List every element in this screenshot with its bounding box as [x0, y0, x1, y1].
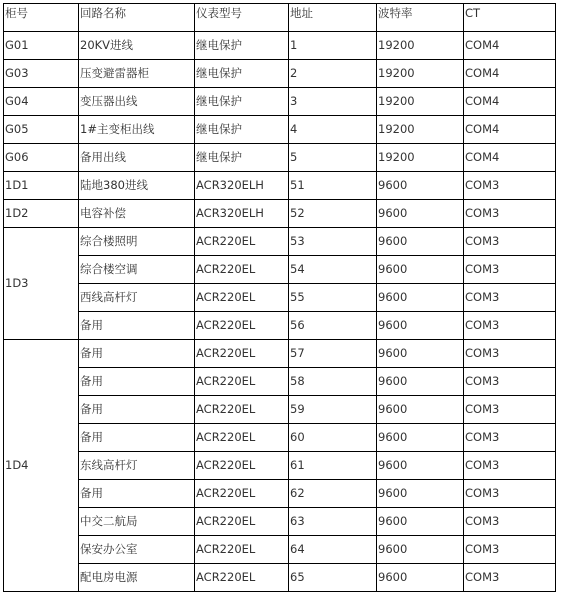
- baud-rate-cell: 9600: [377, 536, 464, 564]
- table-row: [4, 312, 556, 340]
- meter-model-cell: ACR220EL: [195, 312, 289, 340]
- table-row: [4, 116, 556, 144]
- ct-cell: COM3: [464, 256, 556, 284]
- meter-model-cell: 继电保护: [195, 32, 289, 60]
- ct-cell: COM3: [464, 508, 556, 536]
- baud-rate-cell: 9600: [377, 396, 464, 424]
- table-row: [4, 172, 556, 200]
- baud-rate-cell: 9600: [377, 452, 464, 480]
- cabinet-cell: G01: [4, 32, 79, 60]
- meter-model-cell: ACR220EL: [195, 480, 289, 508]
- address-cell: 1: [289, 32, 377, 60]
- address-cell: 59: [289, 396, 377, 424]
- table-row: [4, 368, 556, 396]
- ct-cell: COM4: [464, 88, 556, 116]
- meter-model-cell: ACR220EL: [195, 396, 289, 424]
- header-address: 地址: [289, 4, 377, 32]
- table-row: [4, 480, 556, 508]
- address-cell: 55: [289, 284, 377, 312]
- ct-cell: COM3: [464, 284, 556, 312]
- baud-rate-cell: 9600: [377, 312, 464, 340]
- table-row: [4, 88, 556, 116]
- circuit-cell: 东线高杆灯: [79, 452, 195, 480]
- baud-rate-cell: 19200: [377, 60, 464, 88]
- table-row: [4, 424, 556, 452]
- address-cell: 64: [289, 536, 377, 564]
- meter-model-cell: ACR320ELH: [195, 172, 289, 200]
- baud-rate-cell: 9600: [377, 480, 464, 508]
- table-row: [4, 144, 556, 172]
- circuit-cell: 备用: [79, 368, 195, 396]
- meter-model-cell: 继电保护: [195, 144, 289, 172]
- circuit-cell: 1#主变柜出线: [79, 116, 195, 144]
- table-row: [4, 536, 556, 564]
- meter-model-cell: ACR220EL: [195, 508, 289, 536]
- circuit-cell: 西线高杆灯: [79, 284, 195, 312]
- ct-cell: COM4: [464, 144, 556, 172]
- table-row: [4, 396, 556, 424]
- circuit-cell: 中交二航局: [79, 508, 195, 536]
- meter-model-cell: ACR220EL: [195, 256, 289, 284]
- meter-model-cell: ACR220EL: [195, 340, 289, 368]
- cabinet-cell: 1D4: [4, 340, 79, 592]
- meter-model-cell: ACR220EL: [195, 452, 289, 480]
- cabinet-cell: G03: [4, 60, 79, 88]
- ct-cell: COM3: [464, 564, 556, 592]
- circuit-cell: 综合楼空调: [79, 256, 195, 284]
- address-cell: 63: [289, 508, 377, 536]
- address-cell: 54: [289, 256, 377, 284]
- cabinet-cell: 1D1: [4, 172, 79, 200]
- ct-cell: COM3: [464, 312, 556, 340]
- cabinet-cell: G04: [4, 88, 79, 116]
- ct-cell: COM3: [464, 452, 556, 480]
- baud-rate-cell: 9600: [377, 424, 464, 452]
- circuit-cell: 保安办公室: [79, 536, 195, 564]
- circuit-cell: 配电房电源: [79, 564, 195, 592]
- address-cell: 4: [289, 116, 377, 144]
- meter-model-cell: ACR220EL: [195, 536, 289, 564]
- baud-rate-cell: 19200: [377, 88, 464, 116]
- ct-cell: COM3: [464, 228, 556, 256]
- circuit-cell: 备用: [79, 396, 195, 424]
- header-baud-rate: 波特率: [377, 4, 464, 32]
- meter-model-cell: ACR220EL: [195, 228, 289, 256]
- circuit-cell: 备用出线: [79, 144, 195, 172]
- baud-rate-cell: 9600: [377, 228, 464, 256]
- ct-cell: COM3: [464, 424, 556, 452]
- ct-cell: COM3: [464, 536, 556, 564]
- address-cell: 56: [289, 312, 377, 340]
- address-cell: 61: [289, 452, 377, 480]
- baud-rate-cell: 19200: [377, 32, 464, 60]
- address-cell: 62: [289, 480, 377, 508]
- header-circuit: 回路名称: [79, 4, 195, 32]
- address-cell: 58: [289, 368, 377, 396]
- ct-cell: COM4: [464, 116, 556, 144]
- circuit-cell: 电容补偿: [79, 200, 195, 228]
- header-cabinet: 柜号: [4, 4, 79, 32]
- table-row: [4, 508, 556, 536]
- meter-model-cell: ACR220EL: [195, 424, 289, 452]
- header-meter-model: 仪表型号: [195, 4, 289, 32]
- circuit-cell: 备用: [79, 480, 195, 508]
- page: [3, 3, 556, 592]
- circuit-cell: 综合楼照明: [79, 228, 195, 256]
- meter-model-cell: 继电保护: [195, 60, 289, 88]
- address-cell: 53: [289, 228, 377, 256]
- ct-cell: COM3: [464, 480, 556, 508]
- table-row: [4, 256, 556, 284]
- ct-cell: COM4: [464, 32, 556, 60]
- meter-model-cell: 继电保护: [195, 88, 289, 116]
- address-cell: 52: [289, 200, 377, 228]
- circuit-cell: 备用: [79, 312, 195, 340]
- cabinet-cell: 1D2: [4, 200, 79, 228]
- address-cell: 60: [289, 424, 377, 452]
- baud-rate-cell: 9600: [377, 564, 464, 592]
- baud-rate-cell: 19200: [377, 144, 464, 172]
- ct-cell: COM3: [464, 340, 556, 368]
- address-cell: 51: [289, 172, 377, 200]
- meter-model-cell: 继电保护: [195, 116, 289, 144]
- meter-model-cell: ACR220EL: [195, 368, 289, 396]
- table-row: [4, 32, 556, 60]
- meter-config-table: [3, 3, 556, 592]
- cabinet-cell: G05: [4, 116, 79, 144]
- table-row: [4, 60, 556, 88]
- address-cell: 57: [289, 340, 377, 368]
- table-row: [4, 564, 556, 592]
- table-row: [4, 340, 556, 368]
- baud-rate-cell: 9600: [377, 256, 464, 284]
- header-row: [4, 4, 556, 32]
- meter-model-cell: ACR320ELH: [195, 200, 289, 228]
- baud-rate-cell: 9600: [377, 172, 464, 200]
- ct-cell: COM3: [464, 200, 556, 228]
- address-cell: 65: [289, 564, 377, 592]
- baud-rate-cell: 9600: [377, 340, 464, 368]
- circuit-cell: 备用: [79, 424, 195, 452]
- meter-model-cell: ACR220EL: [195, 564, 289, 592]
- circuit-cell: 备用: [79, 340, 195, 368]
- circuit-cell: 压变避雷器柜: [79, 60, 195, 88]
- baud-rate-cell: 9600: [377, 284, 464, 312]
- header-ct: CT: [464, 4, 556, 32]
- circuit-cell: 20KV进线: [79, 32, 195, 60]
- table-row: [4, 228, 556, 256]
- address-cell: 2: [289, 60, 377, 88]
- table-body: [4, 4, 556, 592]
- ct-cell: COM3: [464, 396, 556, 424]
- baud-rate-cell: 9600: [377, 200, 464, 228]
- baud-rate-cell: 9600: [377, 368, 464, 396]
- cabinet-cell: G06: [4, 144, 79, 172]
- circuit-cell: 陆地380进线: [79, 172, 195, 200]
- meter-model-cell: ACR220EL: [195, 284, 289, 312]
- table-row: [4, 452, 556, 480]
- baud-rate-cell: 19200: [377, 116, 464, 144]
- ct-cell: COM3: [464, 368, 556, 396]
- ct-cell: COM4: [464, 60, 556, 88]
- table-row: [4, 200, 556, 228]
- address-cell: 5: [289, 144, 377, 172]
- baud-rate-cell: 9600: [377, 508, 464, 536]
- address-cell: 3: [289, 88, 377, 116]
- circuit-cell: 变压器出线: [79, 88, 195, 116]
- cabinet-cell: 1D3: [4, 228, 79, 340]
- ct-cell: COM3: [464, 172, 556, 200]
- table-row: [4, 284, 556, 312]
